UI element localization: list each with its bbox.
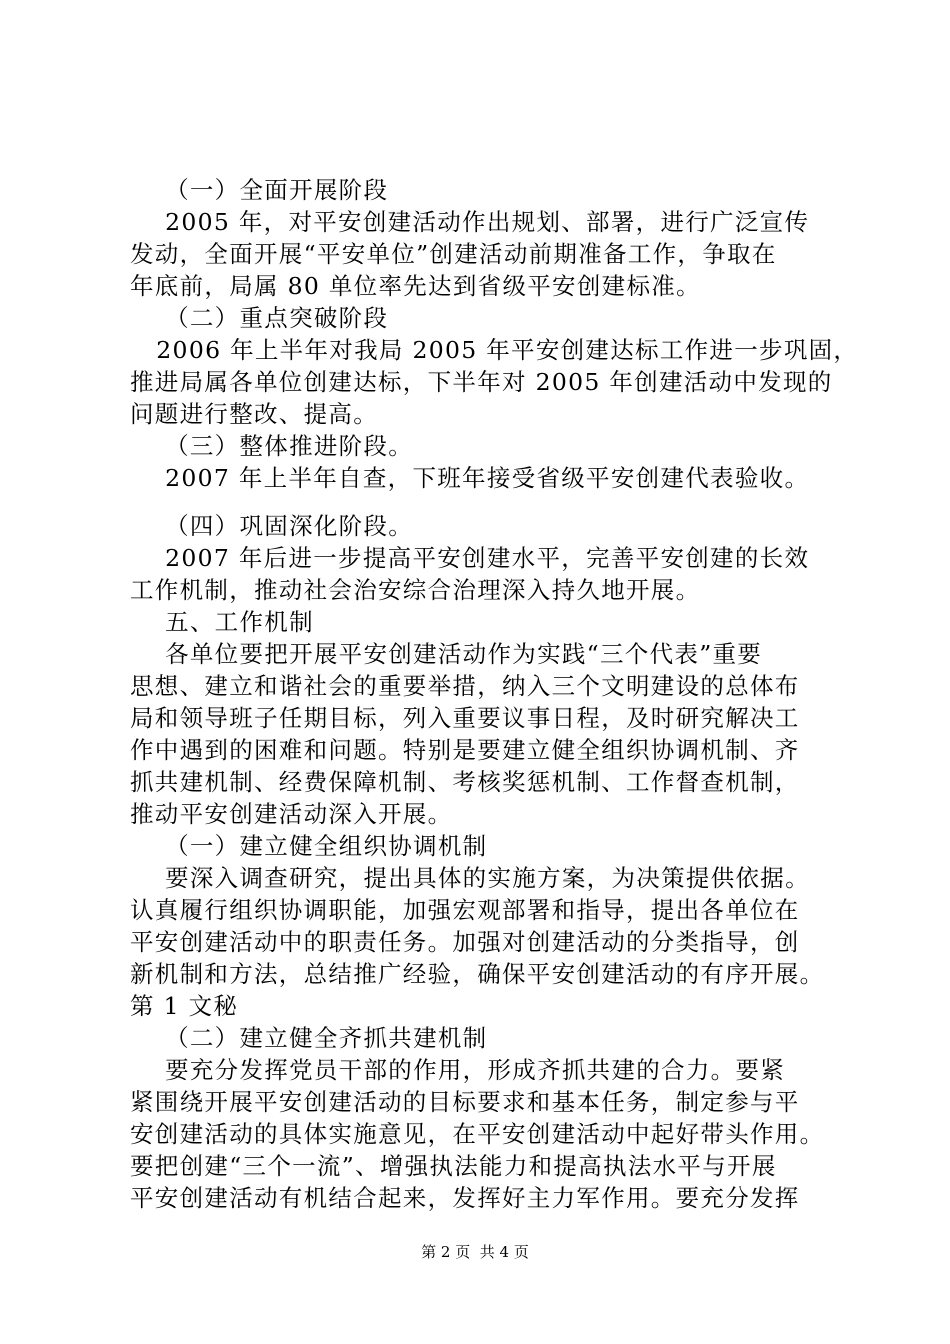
text-line: 发动，全面开展“平安单位”创建活动前期准备工作，争取在 <box>130 240 777 268</box>
text-line: （四）巩固深化阶段。 <box>130 512 414 540</box>
text-line: 抓共建机制、经费保障机制、考核奖惩机制、工作督查机制， <box>130 768 800 796</box>
text-line: 思想、建立和谐社会的重要举措，纳入三个文明建设的总体布 <box>130 672 800 700</box>
text-line: （二）重点突破阶段 <box>130 304 389 332</box>
text-line: （一）全面开展阶段 <box>130 176 389 204</box>
text-line: 要把创建“三个一流”、增强执法能力和提高执法水平与开展 <box>130 1152 777 1180</box>
text-line: 第 1 文秘 <box>130 992 239 1020</box>
text-line: 推进局属各单位创建达标，下半年对 2005 年创建活动中发现的 <box>130 368 833 396</box>
text-line: （三）整体推进阶段。 <box>130 432 414 460</box>
section-heading: 五、工作机制 <box>130 608 314 636</box>
text-line: 工作机制，推动社会治安综合治理深入持久地开展。 <box>130 576 701 604</box>
text-line: 2006 年上半年对我局 2005 年平安创建达标工作进一步巩固， <box>130 336 859 364</box>
text-line: 局和领导班子任期目标，列入重要议事日程，及时研究解决工 <box>130 704 800 732</box>
subsection-heading: （二）建立健全齐抓共建机制 <box>130 1024 488 1052</box>
text-line: 紧围绕开展平安创建活动的目标要求和基本任务，制定参与平 <box>130 1088 800 1116</box>
page-footer: 第 2 页 共 4 页 <box>421 1243 529 1261</box>
text-line: 作中遇到的困难和问题。特别是要建立健全组织协调机制、齐 <box>130 736 800 764</box>
text-line: 平安创建活动中的职责任务。加强对创建活动的分类指导，创 <box>130 928 800 956</box>
text-line: 要深入调查研究，提出具体的实施方案，为决策提供依据。 <box>130 864 810 892</box>
text-line: 认真履行组织协调职能，加强宏观部署和指导，提出各单位在 <box>130 896 800 924</box>
text-line: 问题进行整改、提高。 <box>130 400 378 428</box>
subsection-heading: （一）建立健全组织协调机制 <box>130 832 488 860</box>
text-line: 2007 年上半年自查，下班年接受省级平安创建代表验收。 <box>130 464 810 492</box>
text-line: 平安创建活动有机结合起来，发挥好主力军作用。要充分发挥 <box>130 1184 800 1212</box>
text-line: 2007 年后进一步提高平安创建水平，完善平安创建的长效 <box>130 544 810 572</box>
text-line: 年底前，局属 80 单位率先达到省级平安创建标准。 <box>130 272 701 300</box>
text-line: 各单位要把开展平安创建活动作为实践“三个代表”重要 <box>130 640 763 668</box>
text-line: 2005 年，对平安创建活动作出规划、部署，进行广泛宣传 <box>130 208 810 236</box>
text-line: 推动平安创建活动深入开展。 <box>130 800 453 828</box>
text-line: 新机制和方法，总结推广经验，确保平安创建活动的有序开展。 <box>130 960 825 988</box>
text-line: 安创建活动的具体实施意见，在平安创建活动中起好带头作用。 <box>130 1120 825 1148</box>
text-line: 要充分发挥党员干部的作用，形成齐抓共建的合力。要紧 <box>130 1056 786 1084</box>
